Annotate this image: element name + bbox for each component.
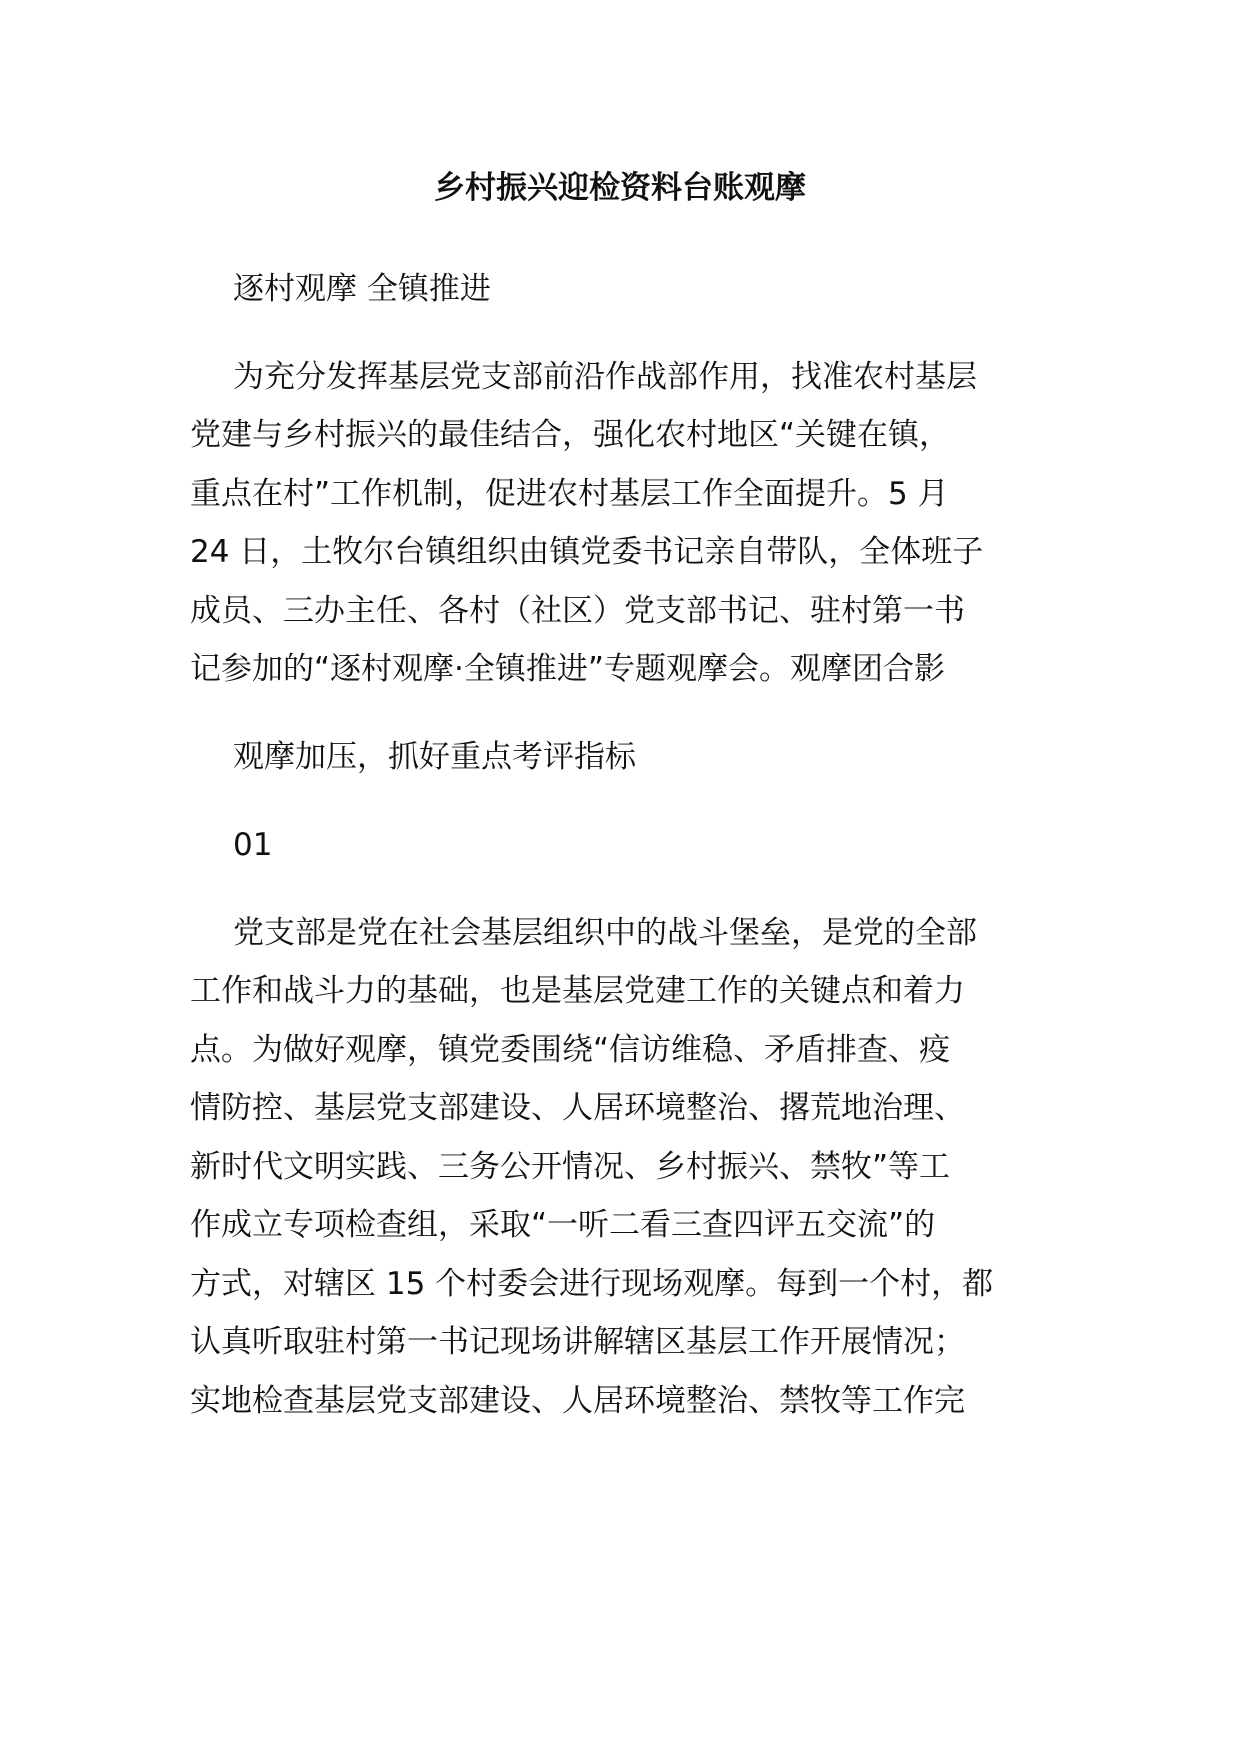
paragraph-line: 工作和战斗力的基础，也是基层党建工作的关键点和着力 (190, 973, 965, 1009)
subtitle: 逐村观摩 全镇推进 (233, 271, 491, 307)
paragraph-line: 记参加的“逐村观摩·全镇推进”专题观摩会。观摩团合影 (190, 651, 945, 687)
paragraph-line: 情防控、基层党支部建设、人居环境整治、撂荒地治理、 (190, 1090, 965, 1126)
paragraph-line: 党支部是党在社会基层组织中的战斗堡垒，是党的全部 (233, 915, 977, 951)
paragraph-line: 点。为做好观摩，镇党委围绕“信访维稳、矛盾排查、疫 (190, 1032, 951, 1068)
paragraph-line: 新时代文明实践、三务公开情况、乡村振兴、禁牧”等工 (190, 1149, 951, 1185)
paragraph-line: 方式，对辖区 15 个村委会进行现场观摩。每到一个村，都 (190, 1266, 994, 1302)
paragraph-line: 认真听取驻村第一书记现场讲解辖区基层工作开展情况； (190, 1324, 965, 1360)
paragraph-line: 党建与乡村振兴的最佳结合，强化农村地区“关键在镇， (190, 417, 951, 453)
section-number: 01 (233, 827, 273, 863)
paragraph-line: 成员、三办主任、各村（社区）党支部书记、驻村第一书 (190, 593, 965, 629)
paragraph-line: 24 日，土牧尔台镇组织由镇党委书记亲自带队，全体班子 (190, 534, 984, 570)
paragraph-line: 作成立专项检查组，采取“一听二看三查四评五交流”的 (190, 1207, 936, 1243)
section-heading: 观摩加压，抓好重点考评指标 (233, 739, 636, 775)
document-title: 乡村振兴迎检资料台账观摩 (434, 170, 806, 206)
paragraph-line: 实地检查基层党支部建设、人居环境整治、禁牧等工作完 (190, 1383, 965, 1419)
paragraph-line: 为充分发挥基层党支部前沿作战部作用，找准农村基层 (233, 359, 977, 395)
paragraph-line: 重点在村”工作机制，促进农村基层工作全面提升。5 月 (190, 476, 949, 512)
